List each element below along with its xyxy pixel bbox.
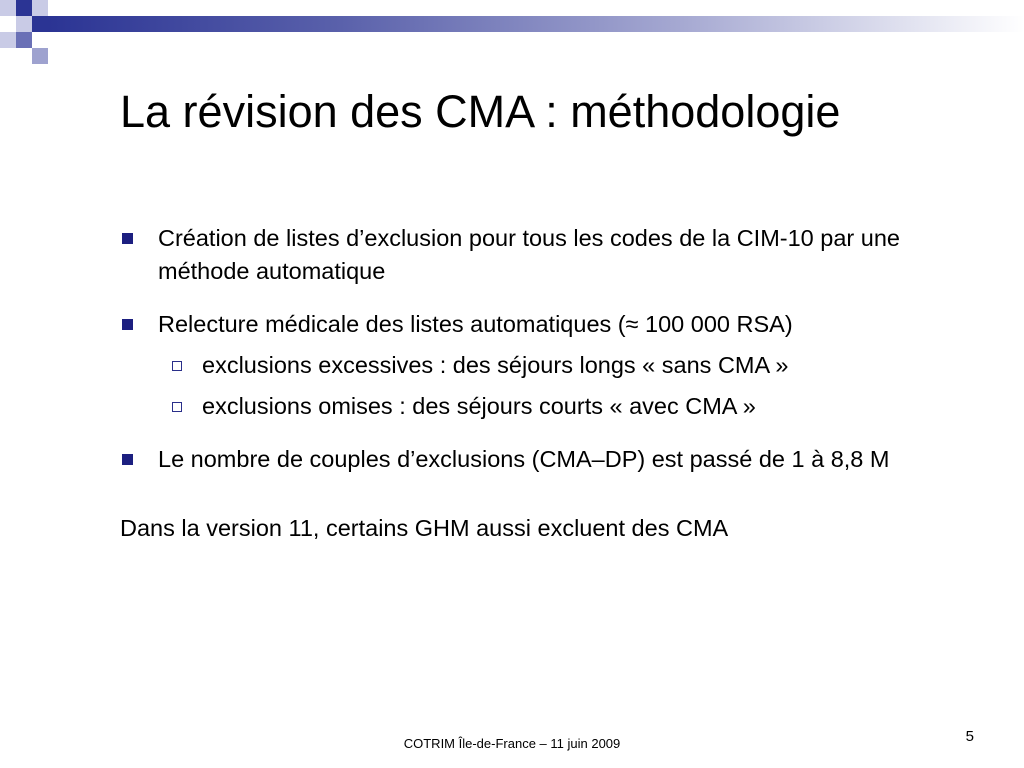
slide-note: Dans la version 11, certains GHM aussi excluent des CMA: [120, 515, 729, 541]
deco-square: [32, 16, 48, 32]
header-gradient-band: [48, 16, 1024, 32]
hollow-square-bullet-icon: [172, 402, 182, 412]
bullet-text: Le nombre de couples d’exclusions (CMA–DP) est passé de 1 à 8,8 M: [158, 446, 890, 472]
square-bullet-icon: [122, 233, 133, 244]
square-bullet-icon: [122, 319, 133, 330]
bullet-text: Relecture médicale des listes automatiques (≈ 100 000 RSA): [158, 311, 793, 337]
sub-bullet-item: [120, 349, 980, 382]
square-bullet-icon: [122, 454, 133, 465]
bullet-item: [120, 222, 980, 288]
deco-square: [16, 0, 32, 16]
deco-square: [32, 0, 48, 16]
page-number: 5: [965, 728, 974, 745]
bullet-text: Création de listes d’exclusion pour tous les codes de la CIM-10 par une méthode automatique: [158, 225, 900, 284]
deco-square: [16, 32, 32, 48]
sub-bullet-text: exclusions omises : des séjours courts « avec CMA »: [202, 393, 756, 419]
deco-square: [32, 48, 48, 64]
deco-square: [0, 32, 16, 48]
bullet-item: [120, 308, 980, 341]
slide-content: [120, 222, 980, 545]
deco-square: [0, 0, 16, 16]
bullet-item: [120, 443, 980, 476]
sub-bullet-item: [120, 390, 980, 423]
sub-bullet-text: exclusions excessives : des séjours longs « sans CMA »: [202, 352, 789, 378]
slide-footer: COTRIM Île-de-France – 11 juin 2009: [403, 736, 621, 751]
slide-title: La révision des CMA : méthodologie: [120, 86, 841, 137]
header-decoration: [0, 0, 1024, 70]
hollow-square-bullet-icon: [172, 361, 182, 371]
deco-square: [16, 16, 32, 32]
